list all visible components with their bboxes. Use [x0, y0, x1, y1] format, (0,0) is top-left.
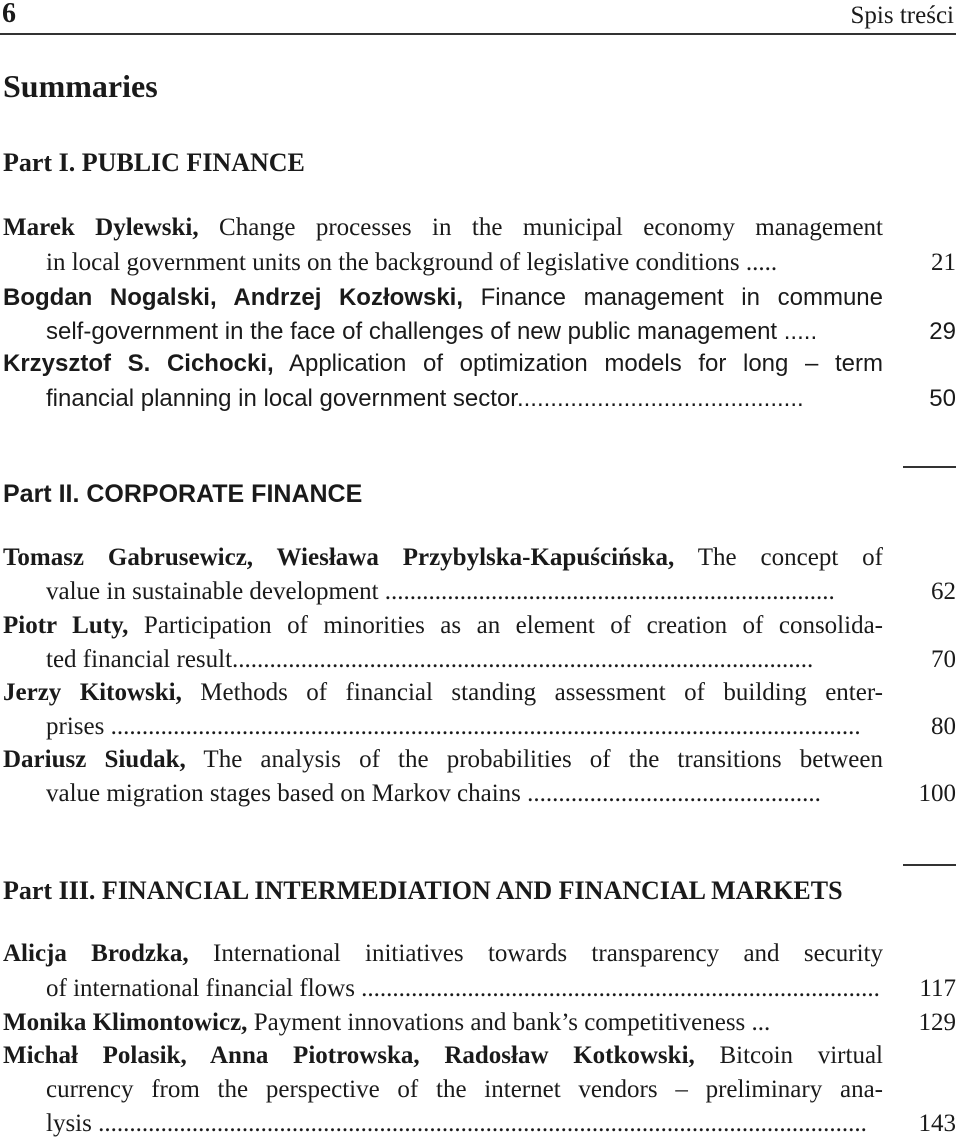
entry-page-number: 21: [931, 249, 956, 276]
entry-page-number: 29: [929, 318, 956, 345]
entry-title-continued: ted financial result.............................................................................................: [46, 646, 814, 673]
entry-page-number: 143: [918, 1110, 956, 1137]
entry-author: Piotr Luty,: [3, 612, 129, 639]
entry-title: Application of optimization models for long – term: [273, 350, 883, 377]
entry-author: Bogdan Nogalski, Andrzej Kozłowski,: [3, 284, 463, 311]
entry-title: Participation of minorities as an element of creation of consolida-: [128, 612, 883, 639]
entry-page-number: 70: [931, 646, 956, 673]
page-number: 6: [2, 0, 16, 29]
entry-title-continued: value migration stages based on Markov chains ...............................................: [46, 780, 821, 807]
entry-author: Jerzy Kitowski,: [3, 679, 182, 706]
entry-title: Payment innovations and bank’s competitiveness ...: [247, 1009, 771, 1036]
part-divider: [903, 864, 956, 866]
entry-author: Monika Klimontowicz,: [3, 1009, 248, 1036]
entry-title: Change processes in the municipal economy management: [198, 214, 883, 241]
entry-page-number: 100: [918, 780, 956, 807]
section-heading: Summaries: [3, 68, 158, 104]
entry-title: Bitcoin virtual: [694, 1042, 883, 1069]
entry-author: Marek Dylewski,: [3, 214, 199, 241]
entry-title: The concept of: [674, 544, 883, 571]
entry-title: International initiatives towards transparency and security: [188, 940, 884, 967]
running-title: Spis treści: [850, 2, 954, 29]
entry-page-number: 129: [918, 1009, 956, 1036]
page-header: [0, 0, 956, 34]
entry-page-number: 50: [929, 385, 956, 412]
entry-author: Krzysztof S. Cichocki,: [3, 350, 274, 377]
entry-title-continued: lysis ...........................................................................................................................: [46, 1110, 867, 1137]
entry-title-continued: value in sustainable development ........................................................................: [46, 578, 835, 605]
part-title-2: Part II. CORPORATE FINANCE: [3, 480, 363, 508]
entry-author: Alicja Brodzka,: [3, 940, 189, 967]
entry-title: Methods of financial standing assessment of building enter-: [181, 679, 883, 706]
entry-title: Finance management in commune: [463, 284, 883, 311]
entry-title-continued: in local government units on the background of legislative conditions .....: [46, 249, 778, 276]
entry-title: The analysis of the probabilities of the transitions between: [185, 746, 883, 773]
entry-author: Dariusz Siudak,: [3, 746, 186, 773]
entry-page-number: 117: [919, 975, 956, 1002]
entry-title-continued: prises ........................................................................................................................: [46, 713, 861, 740]
entry-author: Michał Polasik, Anna Piotrowska, Radosław Kotkowski,: [3, 1042, 695, 1069]
header-rule: [0, 33, 956, 35]
entry-page-number: 80: [931, 713, 956, 740]
entry-title-continued: of international financial flows ...................................................................................: [46, 975, 880, 1002]
entry-author: Tomasz Gabrusewicz, Wiesława Przybylska-Kapuścińska,: [3, 544, 675, 571]
entry-page-number: 62: [931, 578, 956, 605]
entry-title-continued: currency from the perspective of the internet vendors – preliminary ana-: [46, 1076, 883, 1103]
part-title-1: Part I. PUBLIC FINANCE: [3, 148, 305, 177]
part-title-3: Part III. FINANCIAL INTERMEDIATION AND FINANCIAL MARKETS: [3, 876, 843, 905]
entry-title-continued: self-government in the face of challenges of new public management .....: [46, 318, 818, 345]
part-divider: [903, 466, 956, 468]
entry-title-continued: financial planning in local government sector...........................................: [46, 385, 804, 412]
